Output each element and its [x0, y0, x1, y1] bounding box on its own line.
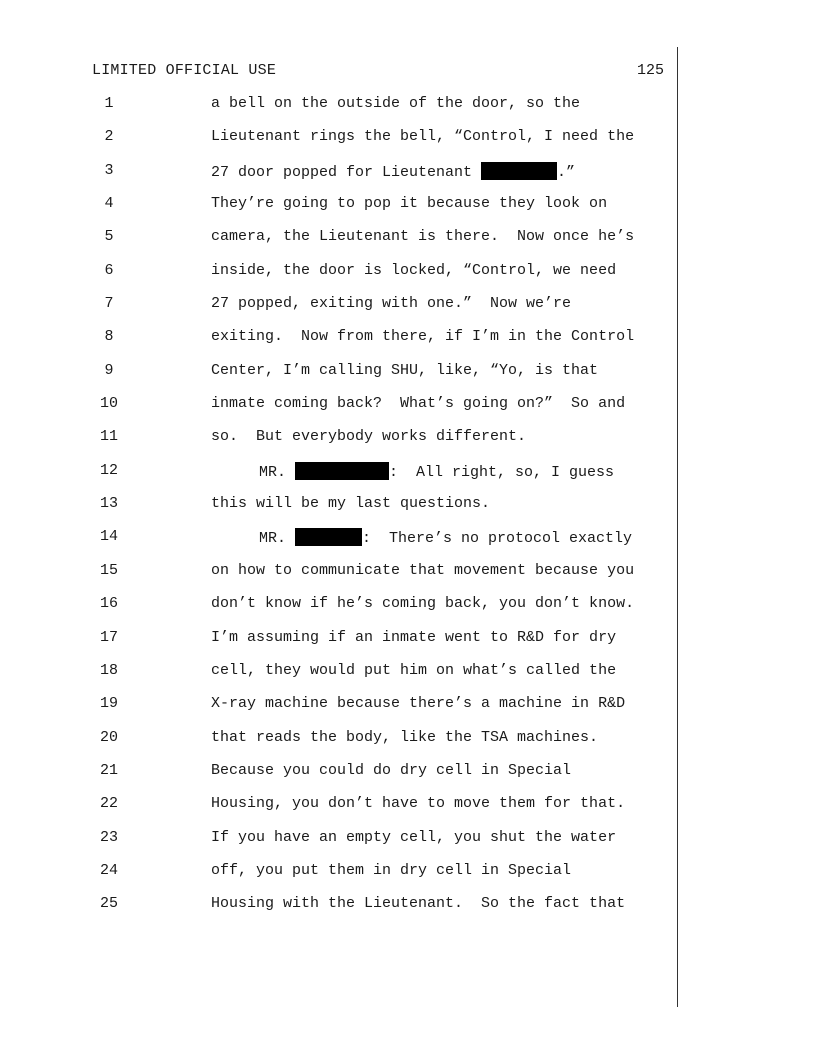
redaction-box [481, 162, 557, 180]
redaction-box [295, 462, 389, 480]
redaction-box [295, 528, 362, 546]
line-text: Because you could do dry cell in Special [211, 761, 572, 779]
page-number: 125 [637, 62, 665, 79]
line-number: 11 [99, 428, 118, 446]
line-number: 16 [99, 595, 118, 613]
line-number: 4 [104, 195, 114, 213]
line-number: 21 [99, 761, 118, 779]
line-number: 25 [99, 895, 118, 913]
line-number: 15 [99, 561, 118, 579]
line-text: Lieutenant rings the bell, “Control, I need the [211, 128, 635, 146]
line-number: 10 [99, 395, 118, 413]
classification-header: LIMITED OFFICIAL USE [92, 62, 277, 79]
line-number: 12 [99, 461, 118, 479]
line-number: 8 [104, 328, 114, 346]
line-text: don’t know if he’s coming back, you don’t know. [211, 595, 635, 613]
line-number: 24 [99, 861, 118, 879]
line-number: 5 [104, 228, 114, 246]
line-number: 2 [104, 128, 114, 146]
line-number: 13 [99, 495, 118, 513]
line-text: on how to communicate that movement because you [211, 561, 635, 579]
line-number: 20 [99, 728, 118, 746]
line-number: 17 [99, 628, 118, 646]
line-text: Housing with the Lieutenant. So the fact that [211, 895, 626, 913]
line-text-before-redaction: 27 door popped for Lieutenant [211, 163, 482, 181]
transcript-line [0, 320, 816, 353]
transcript-line [0, 887, 816, 920]
transcript-line [0, 520, 816, 553]
line-text-after-redaction: : All right, so, I guess [389, 463, 615, 481]
line-text: cell, they would put him on what’s called the [211, 661, 617, 679]
transcript-line [0, 754, 816, 787]
speaker-prefix: MR. [259, 530, 296, 548]
line-number: 22 [99, 795, 118, 813]
transcript-line [0, 387, 816, 420]
line-text: so. But everybody works different. [211, 428, 527, 446]
line-text [259, 462, 614, 482]
line-text-after-redaction: .” [557, 163, 576, 181]
line-text-after-redaction: : There’s no protocol exactly [362, 530, 633, 548]
transcript-line [0, 854, 816, 887]
transcript-line [0, 621, 816, 654]
line-number: 6 [104, 261, 114, 279]
transcript-lines [0, 87, 816, 921]
line-number: 9 [104, 361, 114, 379]
line-text: 27 popped, exiting with one.” Now we’re [211, 295, 572, 313]
transcript-line [0, 687, 816, 720]
transcript-line [0, 187, 816, 220]
transcript-line [0, 354, 816, 387]
transcript-line [0, 154, 816, 187]
line-text: exiting. Now from there, if I’m in the Control [211, 328, 635, 346]
transcript-line [0, 654, 816, 687]
line-text: this will be my last questions. [211, 495, 491, 513]
line-text: a bell on the outside of the door, so the [211, 95, 581, 112]
line-text: that reads the body, like the TSA machines. [211, 728, 599, 746]
line-text: If you have an empty cell, you shut the water [211, 828, 617, 846]
transcript-line [0, 454, 816, 487]
transcript-line [0, 587, 816, 620]
line-text [259, 528, 632, 548]
line-number: 19 [99, 695, 118, 713]
line-text: Center, I’m calling SHU, like, “Yo, is that [211, 361, 599, 379]
line-text: Housing, you don’t have to move them for that. [211, 795, 626, 813]
transcript-line [0, 420, 816, 453]
transcript-line [0, 220, 816, 253]
line-text: I’m assuming if an inmate went to R&D for dry [211, 628, 617, 646]
transcript-line [0, 821, 816, 854]
line-text: camera, the Lieutenant is there. Now once he’s [211, 228, 635, 246]
line-text [211, 162, 575, 182]
line-text: They’re going to pop it because they look on [211, 195, 608, 213]
transcript-line [0, 287, 816, 320]
line-number: 3 [104, 161, 114, 179]
line-number: 1 [104, 95, 114, 112]
transcript-line [0, 787, 816, 820]
transcript-line [0, 120, 816, 153]
transcript-line [0, 721, 816, 754]
transcript-line [0, 87, 816, 120]
line-number: 18 [99, 661, 118, 679]
line-text: X-ray machine because there’s a machine in R&D [211, 695, 626, 713]
line-number: 7 [104, 295, 114, 313]
line-text: inmate coming back? What’s going on?” So and [211, 395, 626, 413]
transcript-line [0, 554, 816, 587]
line-number: 14 [99, 528, 118, 546]
line-text: inside, the door is locked, “Control, we need [211, 261, 617, 279]
transcript-line [0, 487, 816, 520]
line-text: off, you put them in dry cell in Special [211, 861, 572, 879]
speaker-prefix: MR. [259, 463, 296, 481]
line-number: 23 [99, 828, 118, 846]
transcript-line [0, 254, 816, 287]
